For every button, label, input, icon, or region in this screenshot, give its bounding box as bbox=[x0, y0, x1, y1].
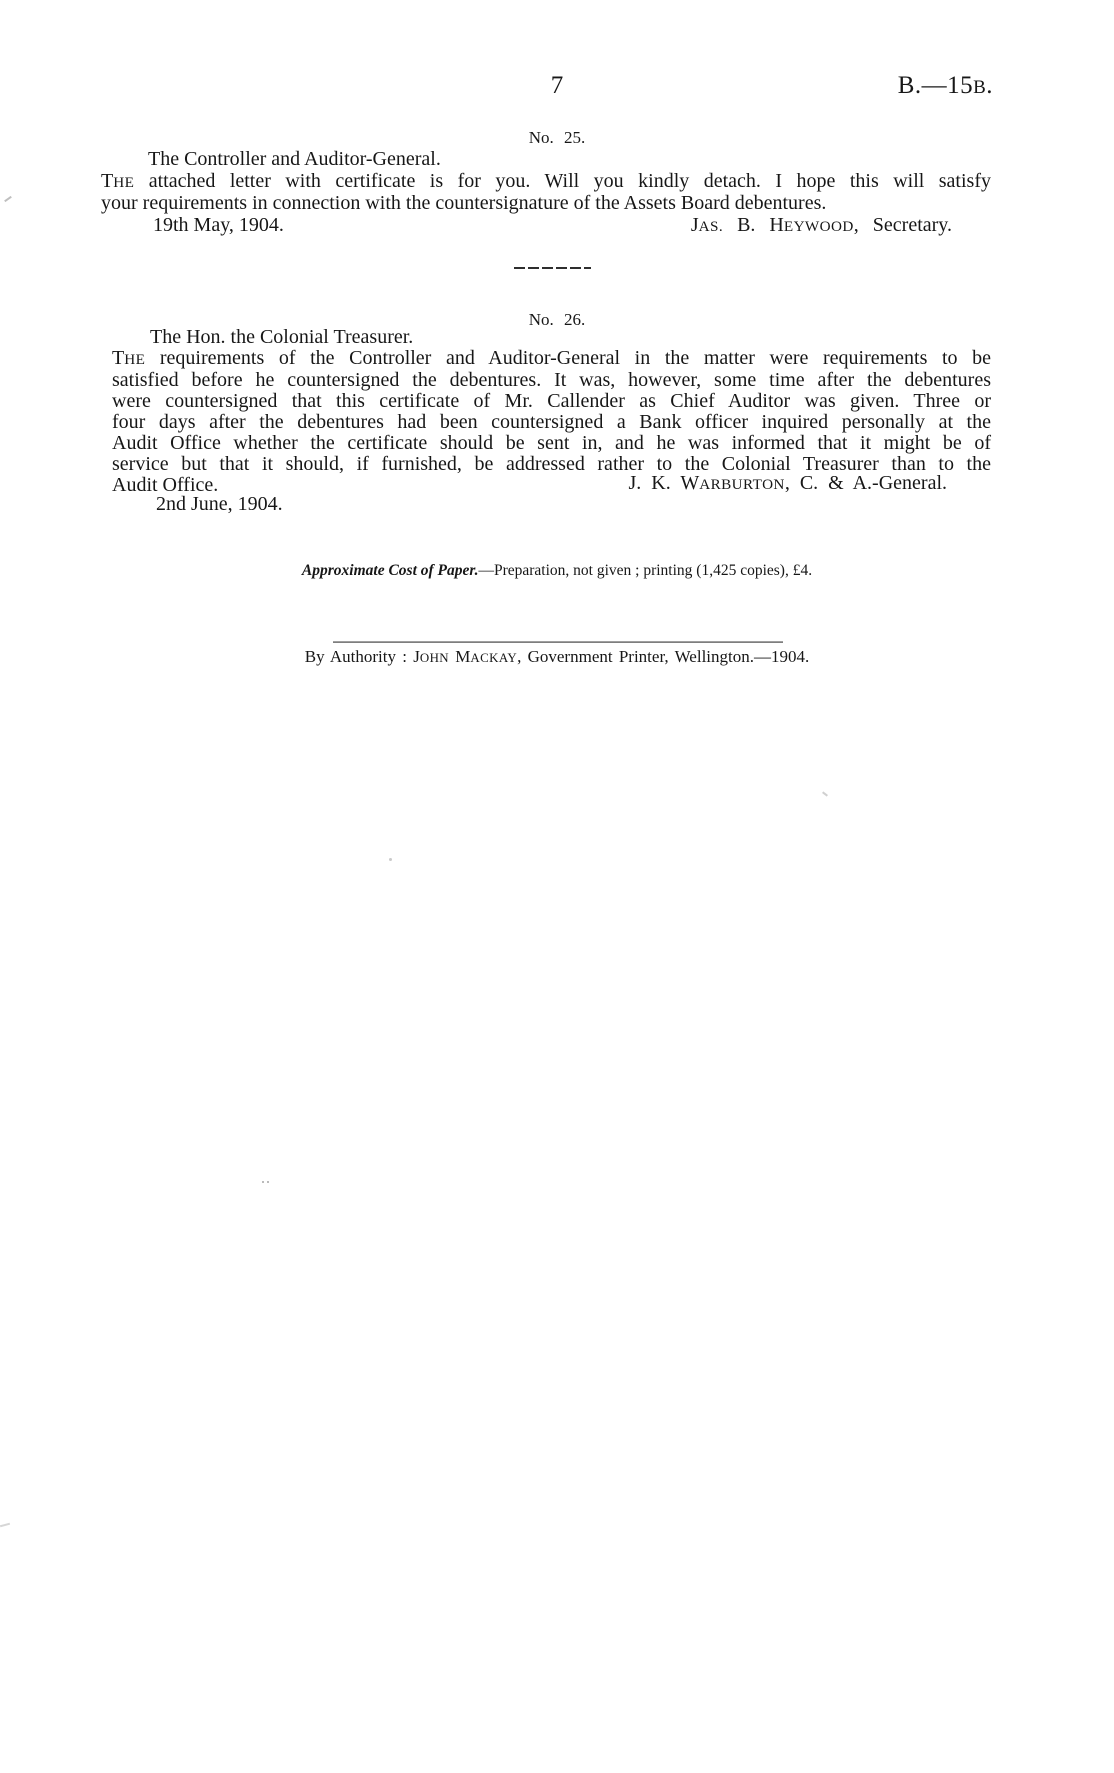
section-25-date: 19th May, 1904. bbox=[153, 214, 284, 236]
signature-cap: B. H bbox=[723, 214, 784, 236]
para-line: were countersigned that this certificate of Mr. Callender as Chief Auditor was given. Three or bbox=[112, 390, 991, 412]
section-26-addressee: The Hon. the Colonial Treasurer. bbox=[150, 326, 414, 348]
paper-reference-period: . bbox=[986, 72, 993, 99]
cost-note-detail: —Preparation, not given ; printing (1,425 copies), £4. bbox=[478, 562, 813, 579]
paper-reference-smallcap: B bbox=[973, 77, 987, 98]
signature-title: , C. & A.-General. bbox=[784, 472, 947, 494]
section-26-heading: No. 26. bbox=[528, 310, 586, 329]
section-25-signature bbox=[691, 215, 952, 237]
paper-reference bbox=[898, 73, 993, 101]
para-lead-cap: T bbox=[112, 347, 125, 369]
authority-text: M bbox=[449, 647, 471, 666]
para-line: satisfied before he countersigned the debentures. It was, however, some time after the debentures bbox=[112, 369, 991, 391]
para-line: Audit Office. bbox=[112, 474, 219, 496]
para-line-text: attached letter with certificate is for you. Will you kindly detach. I hope this will satisfy bbox=[134, 170, 991, 192]
authority-imprint bbox=[0, 648, 1114, 667]
section-25-heading: No. 25. bbox=[528, 128, 586, 147]
scan-speck bbox=[822, 791, 828, 796]
page-number: 7 bbox=[550, 72, 564, 99]
signature-smallcaps: ARBURTON bbox=[699, 476, 785, 493]
authority-smallcaps: ACKAY bbox=[470, 650, 518, 665]
para-line: your requirements in connection with the countersignature of the Assets Board debentures. bbox=[101, 192, 827, 214]
para-line bbox=[101, 171, 991, 193]
para-line: service but that it should, if furnished, be addressed rather to the Colonial Treasurer than to the bbox=[112, 453, 991, 475]
scan-speck bbox=[4, 196, 12, 202]
signature-cap: J. K. W bbox=[628, 472, 700, 494]
scan-speck bbox=[389, 858, 392, 861]
para-line: four days after the debentures had been countersigned a Bank officer inquired personally at the bbox=[112, 411, 991, 433]
authority-text: By Authority : J bbox=[304, 647, 420, 666]
section-25-paragraph bbox=[101, 171, 991, 214]
para-line bbox=[112, 348, 991, 370]
para-lead-cap: T bbox=[101, 170, 114, 192]
signature-title: , Secretary. bbox=[853, 214, 952, 236]
paper-reference-prefix: B.—15 bbox=[897, 72, 974, 99]
section-25-addressee: The Controller and Auditor-General. bbox=[148, 148, 441, 170]
cost-of-paper-note bbox=[0, 562, 1114, 579]
signature-smallcaps: AS. bbox=[698, 218, 724, 235]
section-divider-rule bbox=[514, 267, 591, 269]
section-26-date: 2nd June, 1904. bbox=[156, 493, 283, 515]
para-lead-smallcaps: HE bbox=[113, 174, 135, 191]
cost-note-lead: Approximate Cost of Paper. bbox=[301, 562, 479, 579]
para-lead-smallcaps: HE bbox=[124, 351, 146, 368]
section-26-signature bbox=[629, 473, 948, 495]
imprint-rule bbox=[333, 641, 783, 643]
para-line-text: requirements of the Controller and Auditor-General in the matter were requirements to be bbox=[145, 347, 991, 369]
authority-smallcaps: OHN bbox=[419, 650, 450, 665]
scan-speck bbox=[0, 1523, 10, 1528]
scan-speck bbox=[262, 1181, 269, 1183]
para-line: Audit Office whether the certificate should be sent in, and he was informed that it might be of bbox=[112, 432, 991, 454]
signature-smallcaps: EYWOOD bbox=[783, 218, 854, 235]
authority-text: , Government Printer, Wellington.—1904. bbox=[517, 647, 810, 666]
signature-cap: J bbox=[690, 214, 699, 236]
